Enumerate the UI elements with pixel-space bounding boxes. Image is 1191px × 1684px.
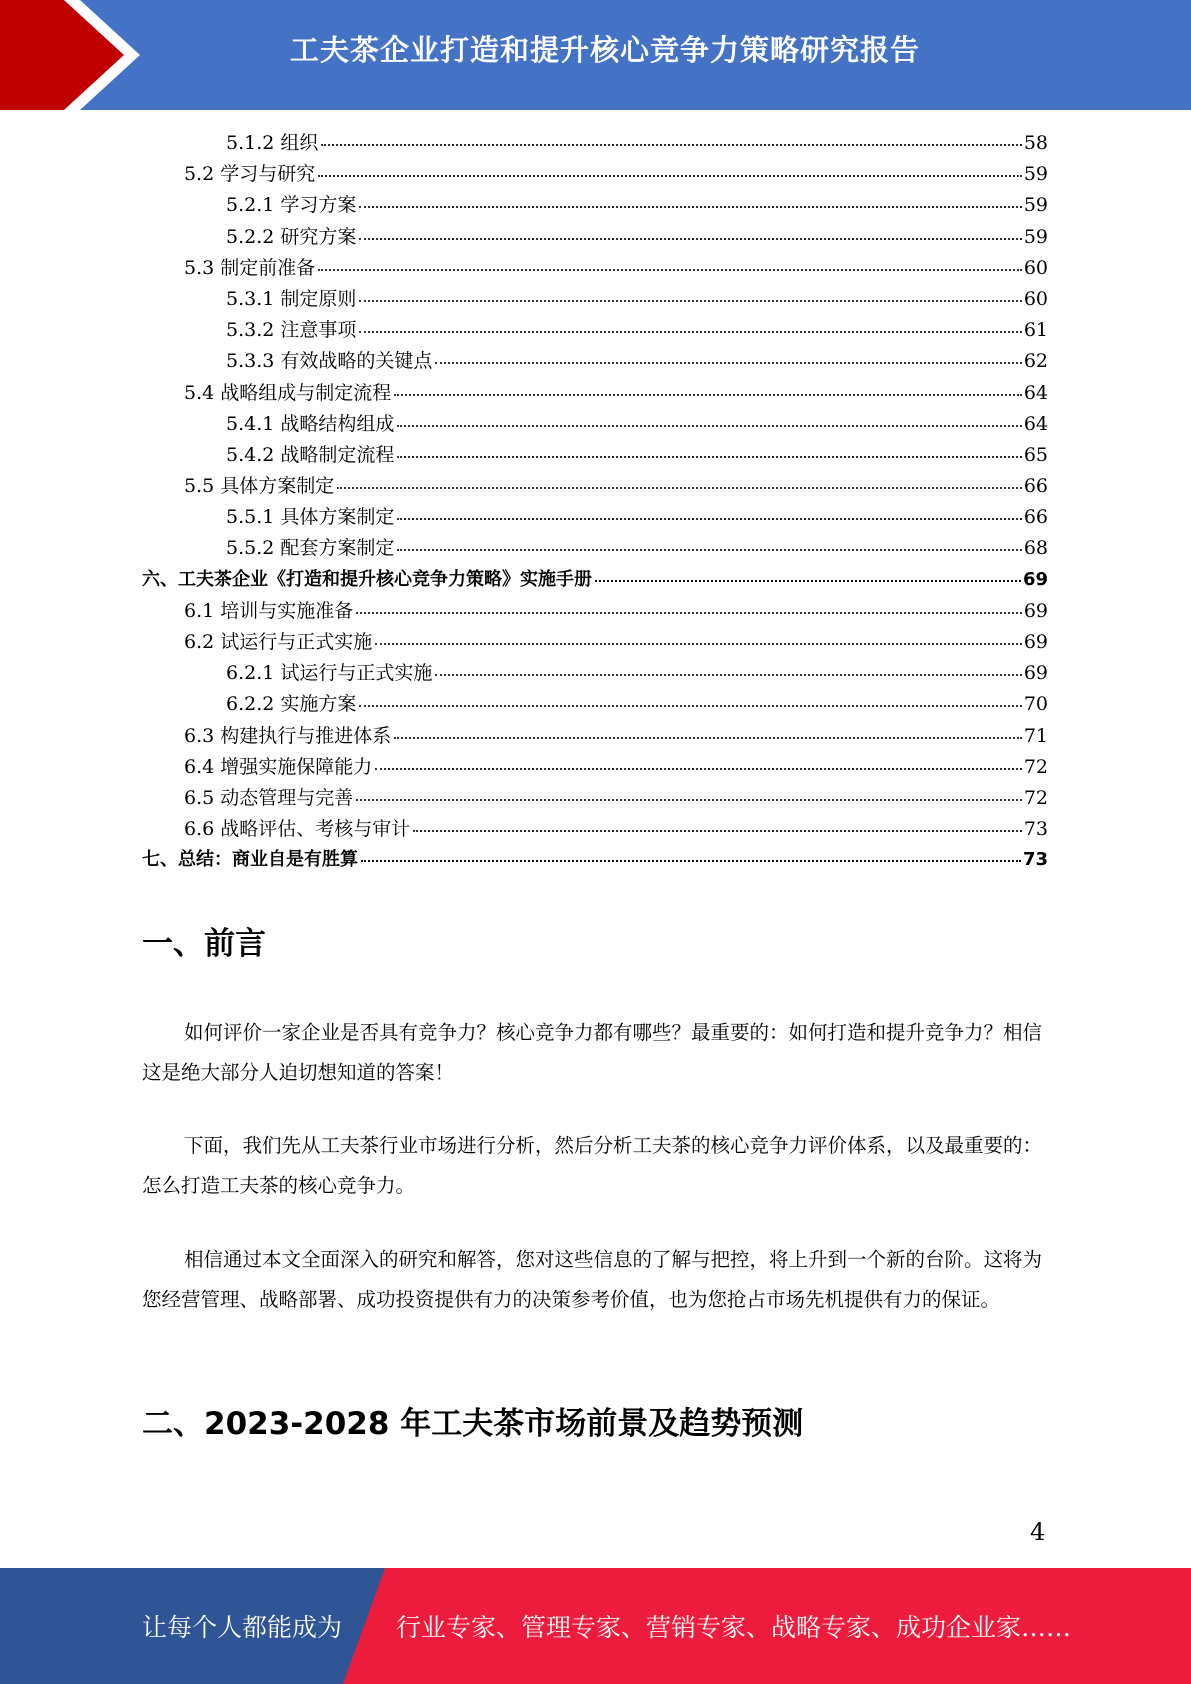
toc-entry-label: 5.4 战略组成与制定流程	[184, 381, 392, 404]
toc-entry[interactable]	[142, 378, 1048, 409]
toc-entry-page: 72	[1023, 755, 1048, 778]
toc-entry-page: 59	[1023, 194, 1048, 217]
toc-entry-label: 六、工夫茶企业《打造和提升核心竞争力策略》实施手册	[142, 568, 592, 590]
toc-entry-label: 6.2 试运行与正式实施	[184, 631, 373, 653]
page-number: 4	[1030, 1518, 1046, 1546]
toc-entry[interactable]	[142, 845, 1048, 876]
toc-leader-dots	[435, 674, 1021, 676]
toc-entry[interactable]	[142, 128, 1048, 159]
toc-entry-page: 60	[1023, 287, 1048, 310]
toc-entry-label: 5.2 学习与研究	[184, 163, 316, 186]
toc-leader-dots	[356, 612, 1022, 614]
toc-entry[interactable]	[142, 533, 1048, 564]
toc-entry-page: 73	[1022, 849, 1048, 871]
toc-entry[interactable]	[142, 658, 1048, 689]
toc-entry-label: 5.2.2 研究方案	[226, 225, 357, 248]
toc-entry-page: 61	[1023, 319, 1048, 342]
toc-leader-dots	[359, 705, 1021, 707]
toc-entry-label: 5.5.1 具体方案制定	[226, 506, 395, 529]
toc-entry[interactable]	[142, 783, 1048, 814]
toc-entry[interactable]	[142, 253, 1048, 284]
toc-entry-page: 68	[1023, 537, 1048, 560]
toc-entry-label: 6.3 构建执行与推进体系	[184, 724, 392, 747]
toc-entry-label: 6.6 战略评估、考核与审计	[184, 818, 411, 841]
toc-entry-page: 71	[1023, 724, 1048, 747]
paragraph-1: 如何评价一家企业是否具有竞争力？核心竞争力都有哪些？最重要的：如何打造和提升竞争力？相信这是绝大部分人迫切想知道的答案！	[142, 1021, 1043, 1084]
toc-entry-label: 5.5 具体方案制定	[184, 475, 335, 498]
toc-entry[interactable]	[142, 752, 1048, 783]
toc-leader-dots	[435, 362, 1021, 364]
toc-entry[interactable]	[142, 627, 1048, 658]
toc-leader-dots	[595, 580, 1021, 582]
toc-entry-label: 6.2.2 实施方案	[226, 693, 357, 716]
table-of-contents	[142, 128, 1048, 877]
toc-entry[interactable]	[142, 222, 1048, 253]
toc-leader-dots	[359, 206, 1021, 208]
toc-entry[interactable]	[142, 315, 1048, 346]
toc-entry-page: 69	[1023, 662, 1048, 685]
toc-leader-dots	[359, 300, 1021, 302]
toc-leader-dots	[397, 425, 1021, 427]
toc-entry-page: 66	[1023, 475, 1048, 498]
toc-entry[interactable]	[142, 814, 1048, 845]
toc-entry-page: 60	[1023, 256, 1048, 279]
toc-leader-dots	[359, 238, 1021, 240]
toc-leader-dots	[375, 643, 1022, 645]
toc-entry-page: 59	[1023, 163, 1048, 186]
toc-entry-label: 6.2.1 试运行与正式实施	[226, 662, 433, 685]
toc-entry-label: 5.5.2 配套方案制定	[226, 537, 395, 560]
toc-entry[interactable]	[142, 409, 1048, 440]
toc-entry-label: 5.4.2 战略制定流程	[226, 443, 395, 466]
toc-leader-dots	[394, 394, 1022, 396]
toc-leader-dots	[318, 175, 1022, 177]
toc-entry-label: 5.2.1 学习方案	[226, 194, 357, 217]
toc-entry-label: 6.5 动态管理与完善	[184, 786, 354, 809]
toc-entry-label: 6.4 增强实施保障能力	[184, 755, 373, 778]
toc-entry-page: 66	[1023, 506, 1048, 529]
toc-entry[interactable]	[142, 159, 1048, 190]
toc-entry[interactable]	[142, 440, 1048, 471]
footer-slogan-left: 让每个人都能成为	[142, 1613, 343, 1642]
footer-slogan-right: 行业专家、管理专家、营销专家、战略专家、成功企业家……	[396, 1613, 1072, 1642]
paragraph-2: 下面，我们先从工夫茶行业市场进行分析，然后分析工夫茶的核心竞争力评价体系，以及最重要的：怎么打造工夫茶的核心竞争力。	[142, 1134, 1043, 1197]
toc-entry[interactable]	[142, 471, 1048, 502]
toc-leader-dots	[318, 269, 1022, 271]
toc-leader-dots	[337, 487, 1022, 489]
toc-leader-dots	[397, 456, 1021, 458]
toc-leader-dots	[321, 144, 1021, 146]
toc-leader-dots	[394, 737, 1022, 739]
toc-entry-page: 64	[1023, 381, 1048, 404]
toc-leader-dots	[413, 830, 1022, 832]
toc-entry-label: 6.1 培训与实施准备	[184, 599, 354, 622]
toc-entry-page: 64	[1023, 412, 1048, 435]
toc-entry-page: 58	[1023, 132, 1048, 154]
toc-entry-page: 69	[1023, 599, 1048, 622]
toc-entry[interactable]	[142, 689, 1048, 720]
toc-entry[interactable]	[142, 284, 1048, 315]
toc-entry[interactable]	[142, 565, 1048, 596]
header-title: 工夫茶企业打造和提升核心竞争力策略研究报告	[290, 33, 921, 67]
toc-entry-label: 5.3.1 制定原则	[226, 287, 357, 310]
toc-entry[interactable]	[142, 721, 1048, 752]
paragraph-3: 相信通过本文全面深入的研究和解答，您对这些信息的了解与把控，将上升到一个新的台阶。这将为您经营管理、战略部署、成功投资提供有力的决策参考价值，也为您抢占市场先机提供有力的保证。	[142, 1248, 1043, 1311]
toc-leader-dots	[397, 549, 1021, 551]
toc-leader-dots	[359, 331, 1021, 333]
toc-entry-label: 七、总结：商业自是有胜算	[142, 849, 358, 871]
toc-leader-dots	[361, 860, 1021, 862]
toc-entry[interactable]	[142, 502, 1048, 533]
toc-entry-label: 5.4.1 战略结构组成	[226, 412, 395, 435]
section-heading-market-forecast: 二、2023-2028 年工夫茶市场前景及趋势预测	[142, 1406, 804, 1442]
toc-entry-label: 5.3.3 有效战略的关键点	[226, 350, 433, 373]
toc-leader-dots	[397, 518, 1021, 520]
page-footer	[0, 1568, 1191, 1684]
toc-leader-dots	[375, 768, 1022, 770]
page-header	[0, 0, 1191, 110]
toc-entry[interactable]	[142, 596, 1048, 627]
toc-leader-dots	[356, 799, 1022, 801]
toc-entry-page: 69	[1022, 568, 1048, 590]
toc-entry[interactable]	[142, 346, 1048, 377]
toc-entry-page: 69	[1023, 631, 1048, 653]
toc-entry-page: 72	[1023, 786, 1048, 809]
header-arrow-decoration	[0, 0, 160, 110]
toc-entry-page: 62	[1023, 350, 1048, 373]
toc-entry-label: 5.3 制定前准备	[184, 256, 316, 279]
toc-entry-label: 5.3.2 注意事项	[226, 319, 357, 342]
toc-entry-page: 73	[1023, 818, 1048, 841]
toc-entry-page: 65	[1023, 443, 1048, 466]
toc-entry-page: 70	[1023, 693, 1048, 716]
toc-entry-page: 59	[1023, 225, 1048, 248]
section-heading-preface: 一、前言	[142, 926, 266, 962]
toc-entry[interactable]	[142, 190, 1048, 221]
toc-entry-label: 5.1.2 组织	[226, 132, 319, 154]
